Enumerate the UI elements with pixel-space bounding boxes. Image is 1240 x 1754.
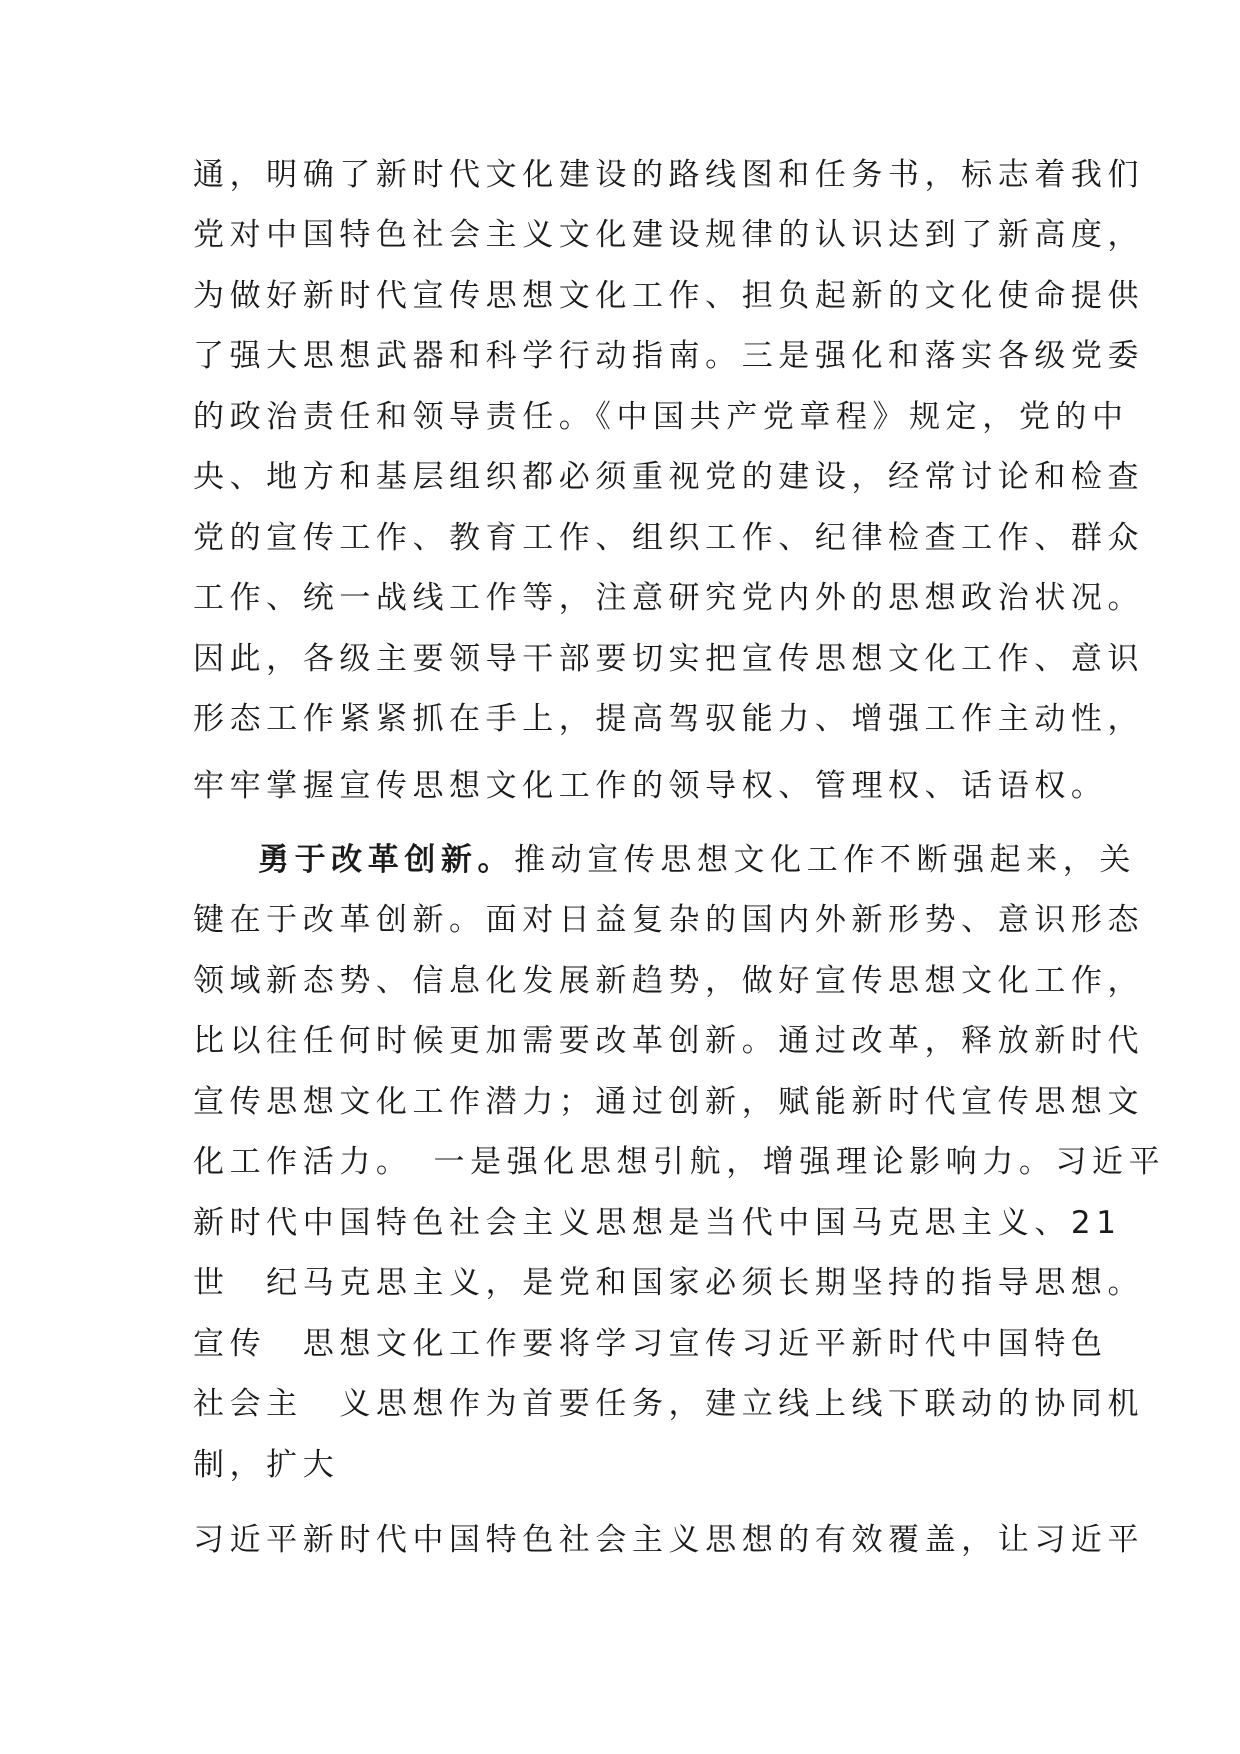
paragraph-line: 宣传思想文化工作潜力；通过创新，赋能新时代宣传思想文 — [193, 1084, 1145, 1120]
paragraph-line: 因此，各级主要领导干部要切实把宣传思想文化工作、意识 — [193, 641, 1145, 677]
paragraph-first-line — [258, 830, 1136, 890]
paragraph-line: 党对中国特色社会主义文化建设规律的认识达到了新高度， — [193, 217, 1145, 253]
paragraph-line: 党的宣传工作、教育工作、组织工作、纪律检查工作、群众 — [193, 520, 1145, 556]
paragraph-line: 了强大思想武器和科学行动指南。三是强化和落实各级党委 — [193, 338, 1145, 374]
paragraph-line: 牢牢掌握宣传思想文化工作的领导权、管理权、话语权。 — [193, 768, 1108, 804]
paragraph-line: 世 纪马克思主义，是党和国家必须长期坚持的指导思想。 — [193, 1265, 1145, 1301]
paragraph-line: 键在于改革创新。面对日益复杂的国内外新形势、意识形态 — [193, 902, 1145, 938]
paragraph-line: 为做好新时代宣传思想文化工作、担负起新的文化使命提供 — [193, 278, 1145, 314]
paragraph-line: 新时代中国特色社会主义思想是当代中国马克思主义、21 — [193, 1205, 1122, 1241]
paragraph-heading: 勇于改革创新。 — [258, 842, 515, 878]
paragraph-first-line-rest: 推动宣传思想文化工作不断强起来，关 — [514, 842, 1136, 878]
paragraph-line: 央、地方和基层组织都必须重视党的建设，经常讨论和检查 — [193, 459, 1145, 495]
paragraph-line: 的政治责任和领导责任。《中国共产党章程》规定，党的中 — [193, 399, 1129, 435]
paragraph-line: 比以往任何时候更加需要改革创新。通过改革，释放新时代 — [193, 1023, 1145, 1059]
paragraph-line: 形态工作紧紧抓在手上，提高驾驭能力、增强工作主动性， — [193, 701, 1145, 737]
paragraph-line: 化工作活力。 一是强化思想引航，增强理论影响力。习近平 — [193, 1144, 1166, 1180]
paragraph-line: 宣传 思想文化工作要将学习宣传习近平新时代中国特色 — [193, 1326, 1108, 1362]
paragraph-line: 习近平新时代中国特色社会主义思想的有效覆盖，让习近平 — [193, 1522, 1145, 1558]
paragraph-line: 通，明确了新时代文化建设的路线图和任务书，标志着我们 — [193, 157, 1145, 193]
paragraph-line: 工作、统一战线工作等，注意研究党内外的思想政治状况。 — [193, 580, 1145, 616]
paragraph-line: 制，扩大 — [193, 1447, 340, 1483]
paragraph-line: 领域新态势、信息化发展新趋势，做好宣传思想文化工作， — [193, 963, 1145, 999]
paragraph-line: 社会主 义思想作为首要任务，建立线上线下联动的协同机 — [193, 1386, 1145, 1422]
